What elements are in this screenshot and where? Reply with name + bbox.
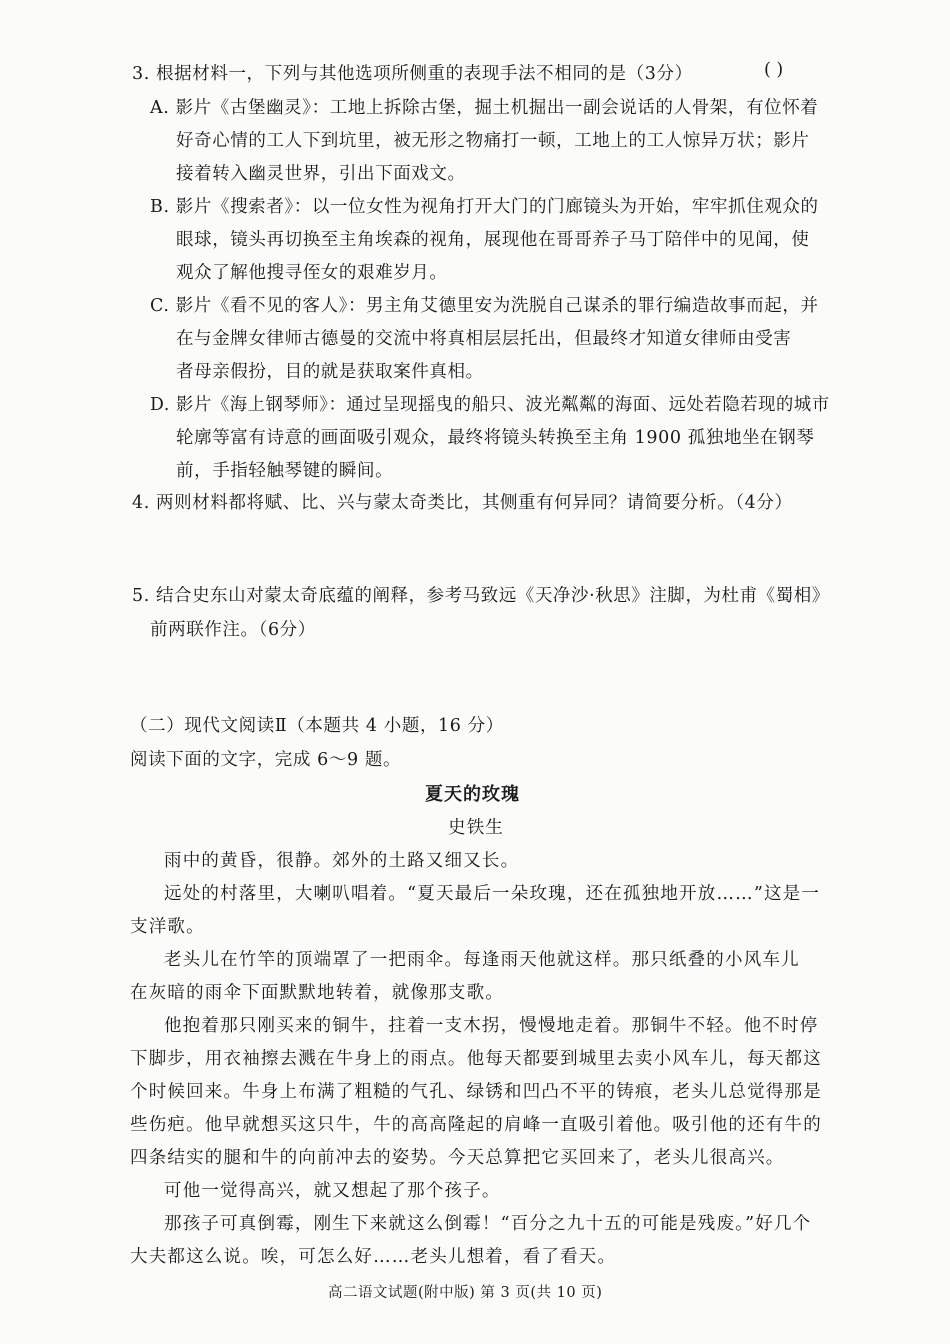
story-para6-line2: 大夫都这么说。唉，可怎么好……老头儿想着，看了看天。 bbox=[130, 1247, 617, 1267]
story-author: 史铁生 bbox=[448, 818, 505, 838]
q3-option-b-line2: 眼球，镜头再切换至主角埃森的视角，展现他在哥哥养子马丁陪伴中的见闻，使 bbox=[176, 230, 810, 250]
page-footer: 高二语文试题(附中版) 第 3 页(共 10 页) bbox=[328, 1285, 603, 1301]
q4-stem: 4. 两则材料都将赋、比、兴与蒙太奇类比，其侧重有何异同？请简要分析。（4分） bbox=[132, 493, 793, 513]
q3-option-d-line3: 前，手指轻触琴键的瞬间。 bbox=[176, 461, 394, 481]
q5-stem-line1: 5. 结合史东山对蒙太奇底蕴的阐释，参考马致远《天净沙·秋思》注脚，为杜甫《蜀相》 bbox=[132, 586, 830, 606]
story-para6-line1: 那孩子可真倒霉，刚生下来就这么倒霉！“百分之九十五的可能是残废。”好几个 bbox=[164, 1214, 812, 1234]
q3-option-d-line1: D. 影片《海上钢琴师》：通过呈现摇曳的船只、波光粼粼的海面、远处若隐若现的城市 bbox=[150, 395, 830, 415]
story-para4-line5: 四条结实的腿和牛的向前冲去的姿势。今天总算把它买回来了，老头儿很高兴。 bbox=[130, 1148, 785, 1168]
answer-bracket: ( ) bbox=[764, 60, 784, 80]
q3-option-d-line2: 轮廓等富有诗意的画面吸引观众，最终将镜头转换至主角 1900 孤独地坐在钢琴 bbox=[176, 428, 815, 448]
story-para2-line2: 支洋歌。 bbox=[130, 917, 205, 937]
q3-option-c-line2: 在与金牌女律师古德曼的交流中将真相层层托出，但最终才知道女律师由受害 bbox=[176, 329, 792, 349]
story-para4-line1: 他抱着那只刚买来的铜牛，拄着一支木拐，慢慢地走着。那铜牛不轻。他不时停 bbox=[164, 1016, 819, 1036]
story-para4-line2: 下脚步，用衣袖擦去溅在牛身上的雨点。他每天都要到城里去卖小风车儿，每天都这 bbox=[130, 1049, 822, 1069]
story-title: 夏天的玫瑰 bbox=[425, 784, 520, 805]
story-para5: 可他一觉得高兴，就又想起了那个孩子。 bbox=[164, 1181, 501, 1201]
q3-stem: 3. 根据材料一，下列与其他选项所侧重的表现手法不相同的是（3分） bbox=[132, 64, 693, 84]
story-para3-line1: 老头儿在竹竿的顶端罩了一把雨伞。每逢雨天他就这样。那只纸叠的小风车儿 bbox=[164, 950, 800, 970]
story-para1: 雨中的黄昏，很静。郊外的土路又细又长。 bbox=[164, 851, 520, 871]
story-para4-line4: 些伤疤。他早就想买这只牛，牛的高高隆起的肩峰一直吸引着他。吸引他的还有牛的 bbox=[130, 1115, 822, 1135]
q3-option-a-line3: 接着转入幽灵世界，引出下面戏文。 bbox=[176, 164, 466, 184]
story-para3-line2: 在灰暗的雨伞下面默默地转着，就像那支歌。 bbox=[130, 983, 504, 1003]
story-para4-line3: 个时候回来。牛身上布满了粗糙的气孔、绿锈和凹凸不平的铸痕，老头儿总觉得那是 bbox=[130, 1082, 822, 1102]
story-para2-line1: 远处的村落里，大喇叭唱着。“夏天最后一朵玫瑰，还在孤独地开放……”这是一 bbox=[164, 884, 821, 904]
q3-option-a-line2: 好奇心情的工人下到坑里，被无形之物痛打一顿，工地上的工人惊异万状；影片 bbox=[176, 131, 810, 151]
q3-option-c-line3: 者母亲假扮，目的就是获取案件真相。 bbox=[176, 362, 484, 382]
q5-stem-line2: 前两联作注。（6分） bbox=[150, 620, 316, 640]
q3-option-c-line1: C. 影片《看不见的客人》：男主角艾德里安为洗脱自己谋杀的罪行编造故事而起，并 bbox=[150, 296, 819, 316]
section-heading: （二）现代文阅读Ⅱ（本题共 4 小题，16 分） bbox=[130, 716, 504, 736]
q3-option-b-line1: B. 影片《搜索者》：以一位女性为视角打开大门的门廊镜头为开始，牢牢抓住观众的 bbox=[150, 197, 819, 217]
section-instruction: 阅读下面的文字，完成 6～9 题。 bbox=[130, 750, 402, 770]
q3-option-a-line1: A. 影片《古堡幽灵》：工地上拆除古堡，掘土机掘出一副会说话的人骨架，有位怀着 bbox=[150, 98, 819, 118]
q3-option-b-line3: 观众了解他搜寻侄女的艰难岁月。 bbox=[176, 263, 448, 283]
